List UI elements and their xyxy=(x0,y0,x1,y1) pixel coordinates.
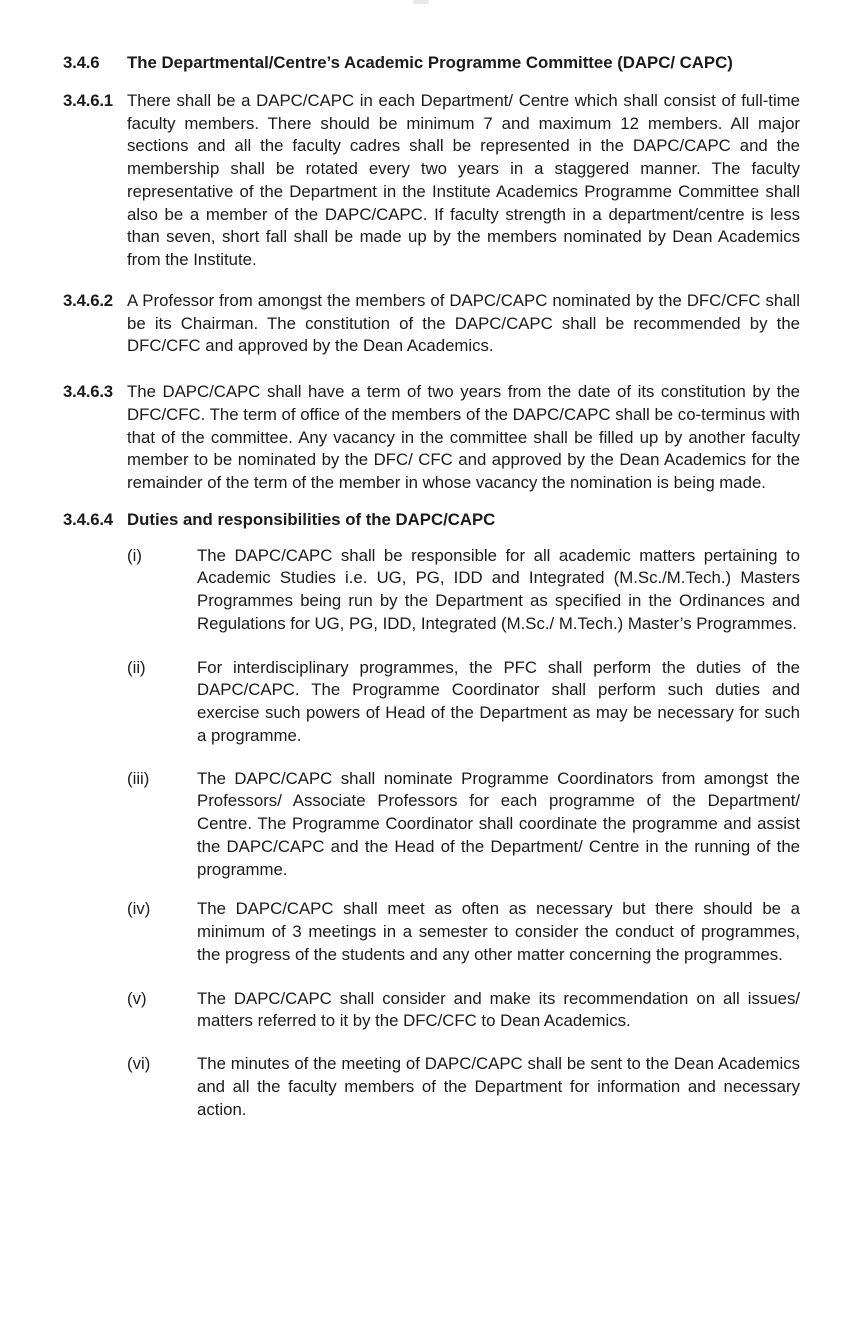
list-marker: (i) xyxy=(127,545,142,565)
section-3-4-6-3 xyxy=(63,381,800,495)
section-3-4-6 xyxy=(63,52,800,75)
section-3-4-6-2 xyxy=(63,290,800,358)
list-marker: (ii) xyxy=(127,657,146,677)
section-number: 3.4.6.1 xyxy=(63,90,113,110)
list-item-text: The DAPC/CAPC shall meet as often as necessary but there should be a minimum of 3 meetings in a semester to consider the conduct of programmes, the progress of the students and any other matter concerning the programmes. xyxy=(197,899,800,964)
list-item-text: The DAPC/CAPC shall be responsible for all academic matters pertaining to Academic Studies i.e. UG, PG, IDD and Integrated (M.Sc./M.Tech.) Masters Programmes being run by the Department as specified in the Ordinances and Regulations for UG, PG, IDD, Integrated (M.Sc./ M.Tech.) Master’s Programmes. xyxy=(197,545,800,633)
duty-item-ii xyxy=(127,657,800,748)
list-marker: (iii) xyxy=(127,768,150,788)
list-item-text: For interdisciplinary programmes, the PFC shall perform the duties of the DAPC/CAPC. The Programme Coordinator shall perform such duties and exercise such powers of Head of the Department as may be necessary for such a programme. xyxy=(197,657,800,745)
list-marker: (vi) xyxy=(127,1054,151,1073)
duties-list xyxy=(127,545,800,1122)
duty-item-v xyxy=(127,988,800,1034)
section-number: 3.4.6 xyxy=(63,53,100,72)
section-3-4-6-1 xyxy=(63,90,800,272)
list-marker: (v) xyxy=(127,988,147,1008)
list-item-text: The DAPC/CAPC shall nominate Programme Coordinators from amongst the Professors/ Associate Professors for each programme of the Department/ Centre. The Programme Coordinator shall coordinate the programme and assist the DAPC/CAPC and the Head of the Department/ Centre in the running of the programme. xyxy=(197,768,800,879)
duty-item-iv xyxy=(127,898,800,966)
section-paragraph: A Professor from amongst the members of DAPC/CAPC nominated by the DFC/CFC shall be its Chairman. The constitution of the DAPC/CAPC shall be recommended by the DFC/CFC and approved by the Dean Academics. xyxy=(127,290,800,356)
section-3-4-6-4 xyxy=(63,509,800,532)
duty-item-iii xyxy=(127,768,800,882)
section-number: 3.4.6.3 xyxy=(63,382,113,401)
list-item-text: The minutes of the meeting of DAPC/CAPC shall be sent to the Dean Academics and all the faculty members of the Department for information and necessary action. xyxy=(197,1054,800,1119)
duty-item-i xyxy=(127,545,800,636)
section-paragraph: The DAPC/CAPC shall have a term of two years from the date of its constitution by the DFC/CFC. The term of office of the members of the DAPC/CAPC shall be co-terminus with that of the committee. Any vacancy in the committee shall be filled up by another faculty member to be nominated by the DFC/ CFC and approved by the Dean Academics for the remainder of the term of the member in whose vacancy the nomination is being made. xyxy=(127,382,800,492)
section-paragraph: There shall be a DAPC/CAPC in each Department/ Centre which shall consist of full-time faculty members. There should be minimum 7 and maximum 12 members. All major sections and all the faculty cadres shall be represented in the DAPC/CAPC and the membership shall be rotated every two years in a staggered manner. The faculty representative of the Department in the Institute Academics Programme Committee shall also be a member of the DAPC/CAPC. If faculty strength in a department/centre is less than seven, short fall shall be made up by the members nominated by Dean Academics from the Institute. xyxy=(127,90,800,269)
document-content xyxy=(63,52,800,1121)
list-marker: (iv) xyxy=(127,899,151,919)
scan-artifact xyxy=(413,0,429,4)
section-number: 3.4.6.4 xyxy=(63,509,113,529)
section-number: 3.4.6.2 xyxy=(63,290,113,310)
duty-item-vi xyxy=(127,1053,800,1121)
section-heading: Duties and responsibilities of the DAPC/CAPC xyxy=(127,509,496,529)
list-item-text: The DAPC/CAPC shall consider and make its recommendation on all issues/ matters referred to it by the DFC/CFC to Dean Academics. xyxy=(197,988,800,1031)
section-heading: The Departmental/Centre’s Academic Programme Committee (DAPC/ CAPC) xyxy=(127,53,733,72)
